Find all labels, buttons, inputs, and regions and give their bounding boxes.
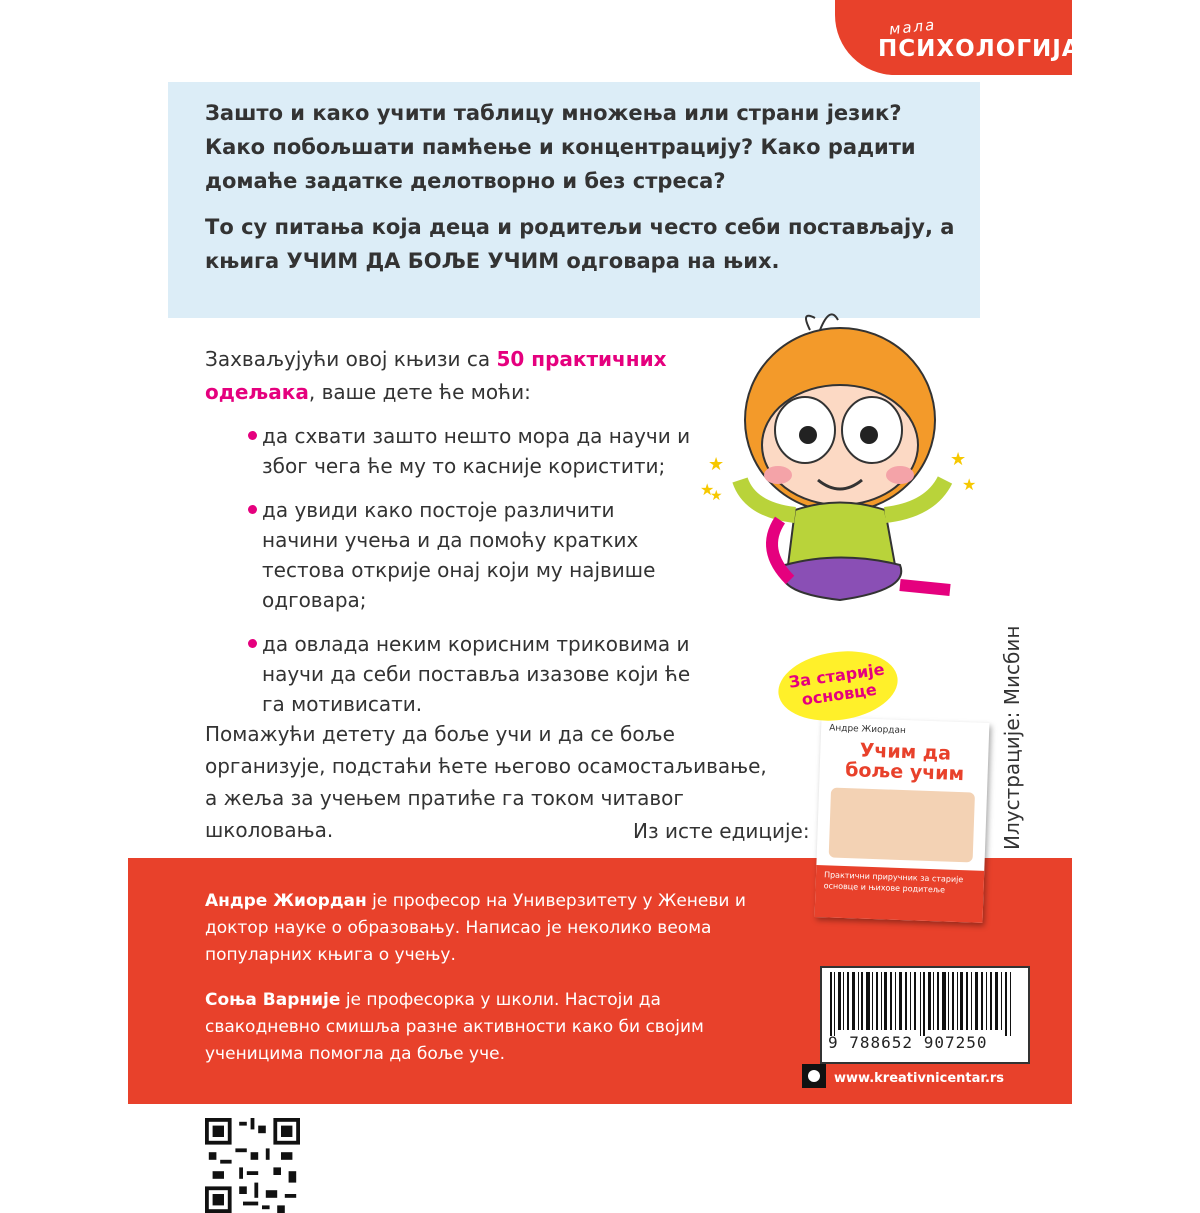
author1-bio — [205, 888, 775, 969]
list-item-text: да увиди како постоје различити начини учења и да помоћу кратких тестова открије онај који му највише одговара; — [262, 498, 656, 612]
age-badge-text: За старије основце — [787, 659, 886, 710]
publisher-website[interactable]: www.kreativnicentar.rs — [834, 1071, 1005, 1086]
series-label: ПСИХОЛОГИЈА — [878, 36, 1081, 62]
star-icon: ★ — [962, 475, 977, 494]
isbn-digits: 9 788652 907250 — [828, 1033, 988, 1052]
barcode-bars — [830, 972, 1020, 1036]
closing-paragraph: Помажући детету да боље учи и да се боље организује, подстаћи ћете његово осамостаљивање, а жеља за учењем пратиће га током читавог школовања. — [205, 722, 767, 842]
author2-text: је професорка у школи. Настоји да свакодневно смишља разне активности како би својим ученицима помогла да боље уче. — [205, 990, 704, 1064]
related-book-illustration — [829, 788, 975, 863]
list-item — [262, 421, 692, 481]
benefit-list — [262, 421, 692, 733]
star-icon: ★ — [700, 480, 715, 499]
list-item-text: да схвати зашто нешто мора да научи и због чега ће му то касније користити; — [262, 424, 691, 478]
qr-code-icon[interactable] — [205, 1118, 300, 1213]
star-icon: ★ — [708, 454, 725, 475]
publisher-logo-icon — [800, 1062, 828, 1090]
bullet-dot-icon — [248, 639, 257, 648]
intro-statement: То су питања која деца и родитељи често себи постављају, а књига УЧИМ ДА БОЉЕ УЧИМ одговара на њих. — [205, 215, 955, 273]
lead-text-before: Захваљујући овој књизи са — [205, 347, 497, 371]
girl-illustration — [700, 310, 1000, 620]
lead-highlight: 50 практичних одељака — [205, 347, 667, 404]
related-book-author: Андре Жиордан — [828, 723, 907, 737]
related-book-cover — [815, 717, 990, 923]
list-item-text: да овлада неким корисним триковима и научи да себи поставља изазове који ће га мотивисати. — [262, 632, 691, 716]
bullet-dot-icon — [248, 431, 257, 440]
series-label-small: мала — [888, 15, 938, 39]
illustration-credit: Илустрације: Мисбин — [1000, 625, 1024, 850]
related-book-title: Учим да боље учим — [844, 739, 965, 786]
author2-bio — [205, 987, 775, 1068]
lead-text-after: , ваше дете ће моћи: — [308, 380, 531, 404]
lead-paragraph — [205, 343, 705, 409]
star-icon: ★ — [950, 449, 967, 470]
star-icon: ★ — [710, 488, 723, 504]
intro-questions: Зашто и како учити таблицу множења или страни језик? Како побољшати памћење и концентрацију? Како радити домаће задатке делотворно и без стреса? — [205, 101, 916, 193]
list-item — [262, 629, 692, 719]
same-series-label: Из исте едиције: — [633, 819, 810, 843]
author1-text: је професор на Универзитету у Женеви и доктор науке о образовању. Написао је неколико веома популарних књига о учењу. — [205, 891, 746, 965]
related-book-subtitle: Практични приручник за старије основце и њихове родитеље — [815, 865, 985, 923]
list-item — [262, 495, 692, 615]
author1-name: Андре Жиордан — [205, 891, 367, 911]
bullet-dot-icon — [248, 505, 257, 514]
author2-name: Соња Варније — [205, 990, 341, 1010]
